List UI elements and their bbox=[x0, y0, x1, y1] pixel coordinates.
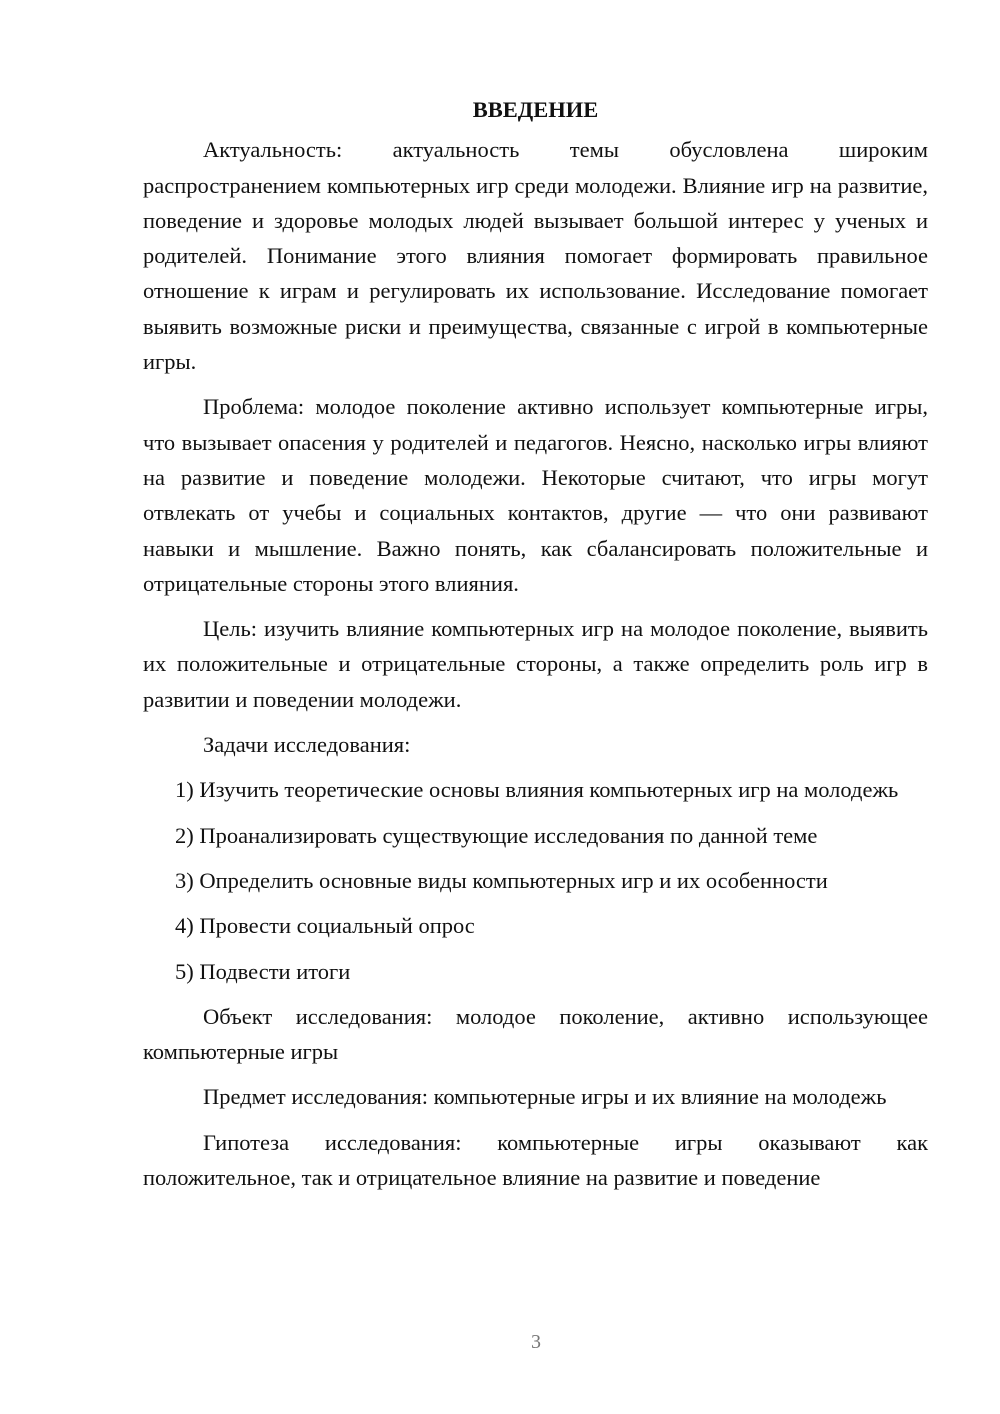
subject-paragraph: Предмет исследования: компьютерные игры и их влияние на молодежь bbox=[203, 1084, 887, 1110]
task-item: 5) Подвести итоги bbox=[175, 958, 351, 984]
relevance-paragraph: Актуальность: актуальность темы обусловлена широким распространением компьютерных игр среди молодежи. Влияние игр на развитие, поведение и здоровье молодых людей вызывает большой интерес у ученых и родителей. Понимание этого влияния помогает формировать правильное отношение к играм и регулировать их использование. Исследование помогает выявить возможные риски и преимущества, связанные с игрой в компьютерные игры. bbox=[143, 137, 928, 375]
task-item: 2) Проанализировать существующие исследования по данной теме bbox=[175, 822, 818, 848]
hypothesis-paragraph: Гипотеза исследования: компьютерные игры оказывают как положительное, так и отрицательное влияние на развитие и поведение bbox=[143, 1129, 928, 1191]
goal-paragraph: Цель: изучить влияние компьютерных игр на молодое поколение, выявить их положительные и отрицательные стороны, а также определить роль игр в развитии и поведении молодежи. bbox=[143, 616, 928, 712]
task-item: 3) Определить основные виды компьютерных игр и их особенности bbox=[175, 867, 828, 893]
task-item: 1) Изучить теоретические основы влияния компьютерных игр на молодежь bbox=[175, 777, 899, 803]
page-title: ВВЕДЕНИЕ bbox=[472, 97, 599, 122]
page-number: 3 bbox=[531, 1331, 541, 1353]
problem-paragraph: Проблема: молодое поколение активно использует компьютерные игры, что вызывает опасения у родителей и педагогов. Неясно, насколько игры влияют на развитие и поведение молодежи. Некоторые считают, что игры могут отвлекать от учебы и социальных контактов, другие — что они развивают навыки и мышление. Важно понять, как сбалансировать положительные и отрицательные стороны этого влияния. bbox=[143, 394, 928, 596]
task-item: 4) Провести социальный опрос bbox=[175, 913, 475, 939]
page-content bbox=[143, 92, 928, 1205]
tasks-heading: Задачи исследования: bbox=[203, 732, 411, 758]
object-paragraph: Объект исследования: молодое поколение, активно использующее компьютерные игры bbox=[143, 1003, 928, 1065]
